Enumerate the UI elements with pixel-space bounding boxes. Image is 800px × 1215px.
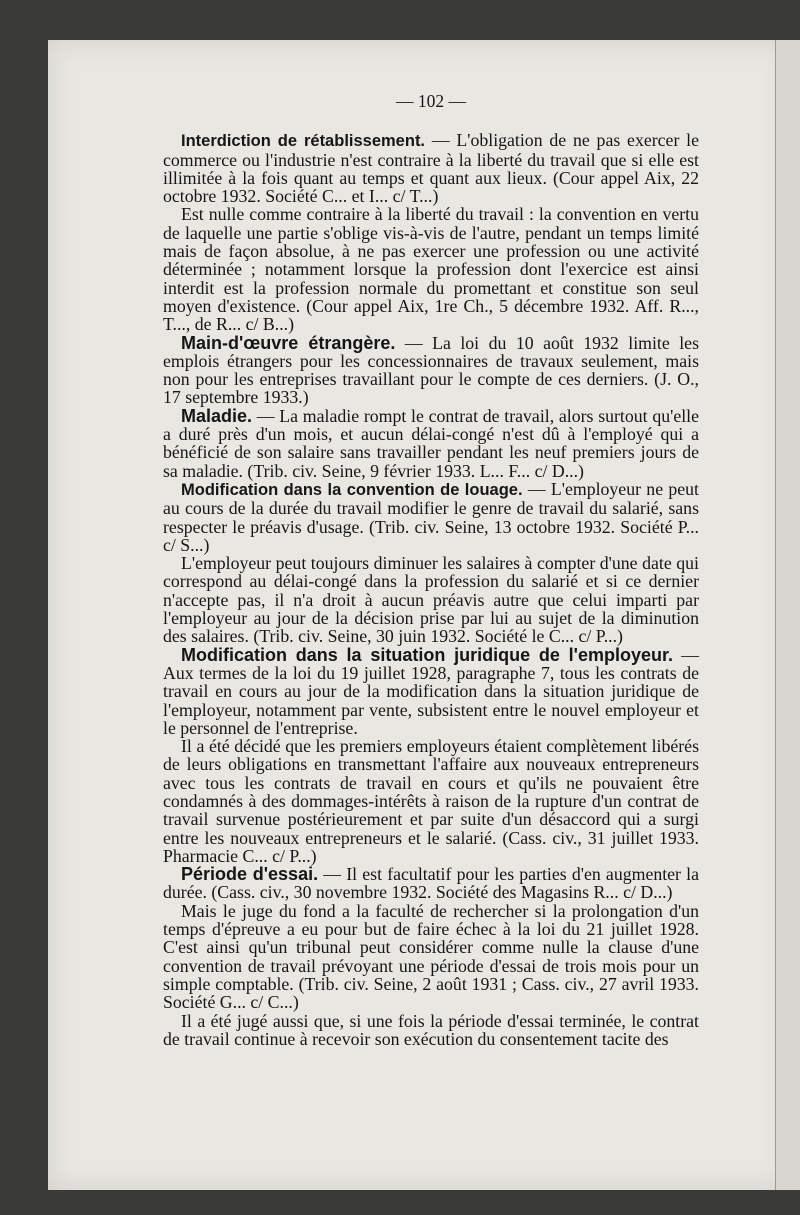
paragraph-text: — Il est facultatif pour les parties d'en augmenter la durée. (Cass. civ., 30 novembre 1932. Société des Magasins R... c/ D...) xyxy=(163,864,699,903)
section-heading: Période d'essai. xyxy=(181,864,319,885)
paragraph xyxy=(163,334,699,407)
next-page-edge xyxy=(775,40,800,1190)
paragraph xyxy=(163,480,699,554)
section-modification-situation xyxy=(163,646,699,866)
paragraph: Il a été décidé que les premiers employeurs étaient complètement libérés de leurs obligations en transmettant l'affaire aux nouveaux entrepreneurs avec tous les contrats de travail en cours et qu'ils ne pouvaient être condamnés à des dommages-intérêts à raison de la rupture d'un contrat de travail survenue postérieurement et par suite d'un désaccord qui a surgi entre les nouveaux entrepreneurs et le salarié. (Cass. civ., 31 juillet 1933. Pharmacie C... c/ P...) xyxy=(163,736,699,866)
section-interdiction xyxy=(163,131,699,333)
paragraph-text: — Aux termes de la loi du 19 juillet 1928, paragraphe 7, tous les contrats de travail en cours au jour de la modification dans la situation juridique de l'employeur, notamment par vente, subsistent entre le nouvel employeur et le personnel de l'entreprise. xyxy=(163,644,699,738)
page-text xyxy=(163,92,699,1048)
paragraph: Il a été jugé aussi que, si une fois la période d'essai terminée, le contrat de travail continue à recevoir son exécution du consentement tacite des xyxy=(163,1010,699,1049)
page-number: — 102 — xyxy=(396,91,466,111)
section-heading: Main-d'œuvre étrangère. xyxy=(181,332,396,353)
paragraph xyxy=(163,131,699,205)
paragraph xyxy=(163,407,699,480)
section-heading: Maladie. xyxy=(181,405,253,426)
paragraph: Mais le juge du fond a la faculté de rechercher si la prolongation d'un temps d'épreuve a eu pour but de faire échec à la loi du 21 juillet 1928. C'est ainsi qu'un tribunal peut considérer comme nulle la clause d'une convention de travail prévoyant une période d'essai de trois mois pour un simple comptable. (Trib. civ. Seine, 2 août 1931 ; Cass. civ., 27 avril 1933. Société G... c/ C...) xyxy=(163,900,699,1013)
section-periode-essai xyxy=(163,865,699,1048)
paragraph-text: — La maladie rompt le contrat de travail, alors surtout qu'elle a duré près d'un mois, et aucun délai-congé n'est dû à l'employé qui a bénéficié de son salaire sans travailler pendant les neuf premiers jours de sa maladie. (Trib. civ. Seine, 9 février 1933. L... F... c/ D...) xyxy=(163,405,699,481)
section-heading: Interdiction de rétablissement. xyxy=(181,132,426,151)
paragraph-text: — La loi du 10 août 1932 limite les emplois étrangers pour les concessionnaires de travaux seulement, mais non pour les entreprises travaillant pour le compte de ces derniers. (J. O., 17 septembre 1933.) xyxy=(163,332,699,408)
paragraph: Est nulle comme contraire à la liberté du travail : la convention en vertu de laquelle une partie s'oblige vis-à-vis de l'autre, pendant un temps limité mais de façon absolue, à ne pas exercer une profession ou une activité déterminée ; notamment lorsque la profession dont l'exercice est ainsi interdit est la profession normale du promettant et constitue son seul moyen d'existence. (Cour appel Aix, 1re Ch., 5 décembre 1932. Aff. R..., T..., de R... c/ B...) xyxy=(163,204,699,335)
section-modification-convention xyxy=(163,480,699,646)
paragraph-text: — L'obligation de ne pas exercer le commerce ou l'industrie n'est contraire à la liberté du travail que si elle est illimitée à la fois quant au temps et quant aux lieux. (Cour appel Aix, 22 octobre 1932. Société C... et I... c/ T...) xyxy=(163,130,699,207)
section-heading: Modification dans la convention de louage. xyxy=(181,480,523,499)
paragraph xyxy=(163,646,699,737)
paragraph xyxy=(163,865,699,902)
section-heading: Modification dans la situation juridique de l'employeur. xyxy=(181,644,673,665)
section-main-oeuvre xyxy=(163,334,699,407)
paragraph-text: — L'employeur ne peut au cours de la durée du travail modifier le genre de travail du salarié, sans respecter le préavis d'usage. (Trib. civ. Seine, 13 octobre 1932. Société P... c/ S...) xyxy=(163,478,699,555)
section-maladie xyxy=(163,407,699,480)
paragraph: L'employeur peut toujours diminuer les salaires à compter d'une date qui correspond au délai-congé dans la profession du salarié et si ce dernier n'accepte pas, il n'a droit à aucun préavis autre que celui imparti par l'employeur au jour de la décision prise par lui au sujet de la diminution des salaires. (Trib. civ. Seine, 30 juin 1932. Société le C... c/ P...) xyxy=(163,553,699,647)
